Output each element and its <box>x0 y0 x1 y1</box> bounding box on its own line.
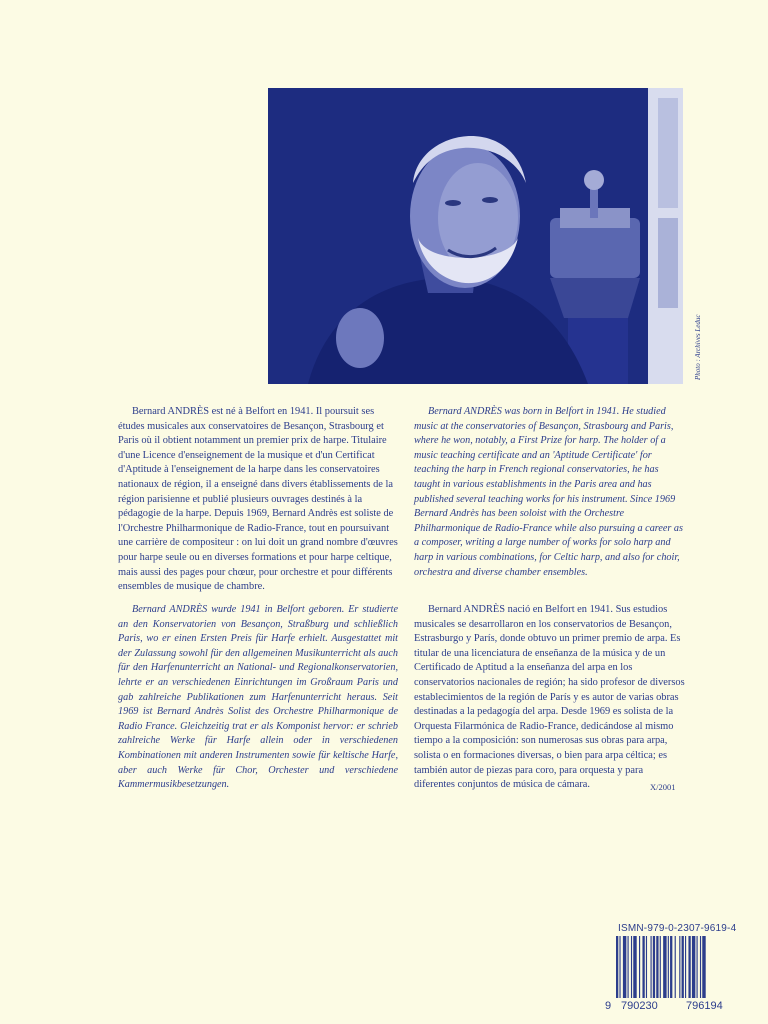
composer-portrait-photo <box>268 88 683 384</box>
barcode-bar <box>616 936 618 998</box>
barcode-bar <box>660 936 661 998</box>
bio-english-text: Bernard ANDRÈS was born in Belfort in 1941. He studied music at the conservatories of Besançon, Strasbourg and Paris, where he won, notably, a First Prize for harp. The holder of a music teaching certificate and an 'Aptitude Certificate' for teaching the harp in French regional conservatories, he has taught in various establishments in the Paris area and has published several teaching works for his instrument. Since 1969 Bernard Andrès has been soloist with the Orchestre Philharmonique de Radio-France while also pursuing a career as a composer, writing a large number of works for solo harp and harp in various combinations, for Celtic harp, and also for choir, orchestra and diverse chamber ensembles. <box>414 406 683 578</box>
photo-credit: Photo : Archives Leduc <box>694 314 702 380</box>
barcode-bar <box>663 936 666 998</box>
barcode-bar <box>633 936 636 998</box>
barcode-left-digits: 790230 <box>621 1000 658 1012</box>
barcode-bar <box>682 936 684 998</box>
barcode-bar <box>697 936 698 998</box>
edition-date: X/2001 <box>650 782 676 792</box>
barcode-bar <box>642 936 644 998</box>
barcode-bar <box>619 936 620 998</box>
barcode-bar <box>700 936 701 998</box>
barcode-bar <box>639 936 640 998</box>
barcode-bar <box>668 936 669 998</box>
barcode-lead-digit: 9 <box>605 1000 612 1012</box>
barcode-bar <box>623 936 626 998</box>
barcode-bar <box>653 936 655 998</box>
ismn-number: ISMN-979-0-2307-9619-4 <box>618 923 737 934</box>
bio-french-text: Bernard ANDRÈS est né à Belfort en 1941. Il poursuit ses études musicales aux conservatoires de Besançon, Strasbourg et Paris où il obtient notamment un premier prix de harpe. Titulaire d'une Licence d'enseignement de la musique et d'un Certificat d'Aptitude à l'enseignement de la harpe dans les conservatoires nationaux de région, il a enseigné dans divers établissements de la région parisienne et publié plusieurs ouvrages destinés à la pédagogie de la harpe. Depuis 1969, Bernard Andrès est soliste de l'Orchestre Philharmonique de Radio-France, tout en poursuivant une carrière de compositeur : on lui doit un grand nombre d'œuvres pour harpe seule ou en diverses formations et pour harpe celtique, mais aussi des pages pour chœur, pour orchestre et pour différents ensembles de musique de chambre. <box>118 406 398 593</box>
bio-german-text: Bernard ANDRÈS wurde 1941 in Belfort geboren. Er studierte an den Konservatorien von Besançon, Straßburg und schließlich Paris, wo er einen Ersten Preis für Harfe erhielt. Ausgestattet mit der Zulassung sowohl für den allgemeinen Musikunterricht als auch für den Harfenunterricht an National- und Regionalkonservatorien, lehrte er an verschiedenen Einrichtungen im Großraum Paris und gab zahlreiche Publikationen zum Harfenunterricht heraus. Seit 1969 ist Bernard Andrès Solist des Orchestre Philharmonique de Radio France. Gleichzeitig trat er als Komponist hervor: er schrieb zahlreiche Werke für Harfe allein oder in verschiedenen Kombinationen mit anderen Instrumenten sowie für keltische Harfe, aber auch Werke für Chor, Orchester und verschiedene Kammermusikbesetzungen. <box>118 604 398 791</box>
bio-english <box>414 405 686 580</box>
bio-spanish <box>414 603 686 793</box>
portrait-illustration <box>268 88 683 384</box>
bio-french <box>118 405 398 595</box>
barcode-bar <box>679 936 680 998</box>
barcode-bar <box>675 936 676 998</box>
barcode-bar <box>631 936 632 998</box>
barcode-bar <box>685 936 686 998</box>
barcode-bar <box>628 936 629 998</box>
barcode-bar <box>702 936 705 998</box>
barcode-graphic <box>612 936 742 1006</box>
barcode-bar <box>670 936 672 998</box>
bio-spanish-text: Bernard ANDRÈS nació en Belfort en 1941. Sus estudios musicales se desarrollaron en los conservatorios de Besançon, Estrasburgo y París, donde obtuvo un primer premio de arpa. Es titular de una licenciatura de enseñanza de la música y de un Certificado de Aptitud a la enseñanza del arpa en los conservatorios nacionales de región; ha sido profesor de diversos establecimientos de la región de París y es autor de varias obras destinadas a la pedagogía del arpa. Desde 1969 es solista de la Orquesta Filarmónica de Radio-France, dedicándose al mismo tiempo a la composición: son numerosas sus obras para arpa, solista o en formaciones diversas, o bien para arpa céltica; es también autor de piezas para coro, para orquesta y para diferentes conjuntos de música de cámara. <box>414 604 685 791</box>
barcode-right-digits: 796194 <box>686 1000 723 1012</box>
barcode-bar <box>651 936 652 998</box>
barcode-bar <box>656 936 658 998</box>
barcode-bar <box>646 936 647 998</box>
bio-german <box>118 603 398 793</box>
barcode-bar <box>692 936 695 998</box>
barcode-bar <box>688 936 690 998</box>
